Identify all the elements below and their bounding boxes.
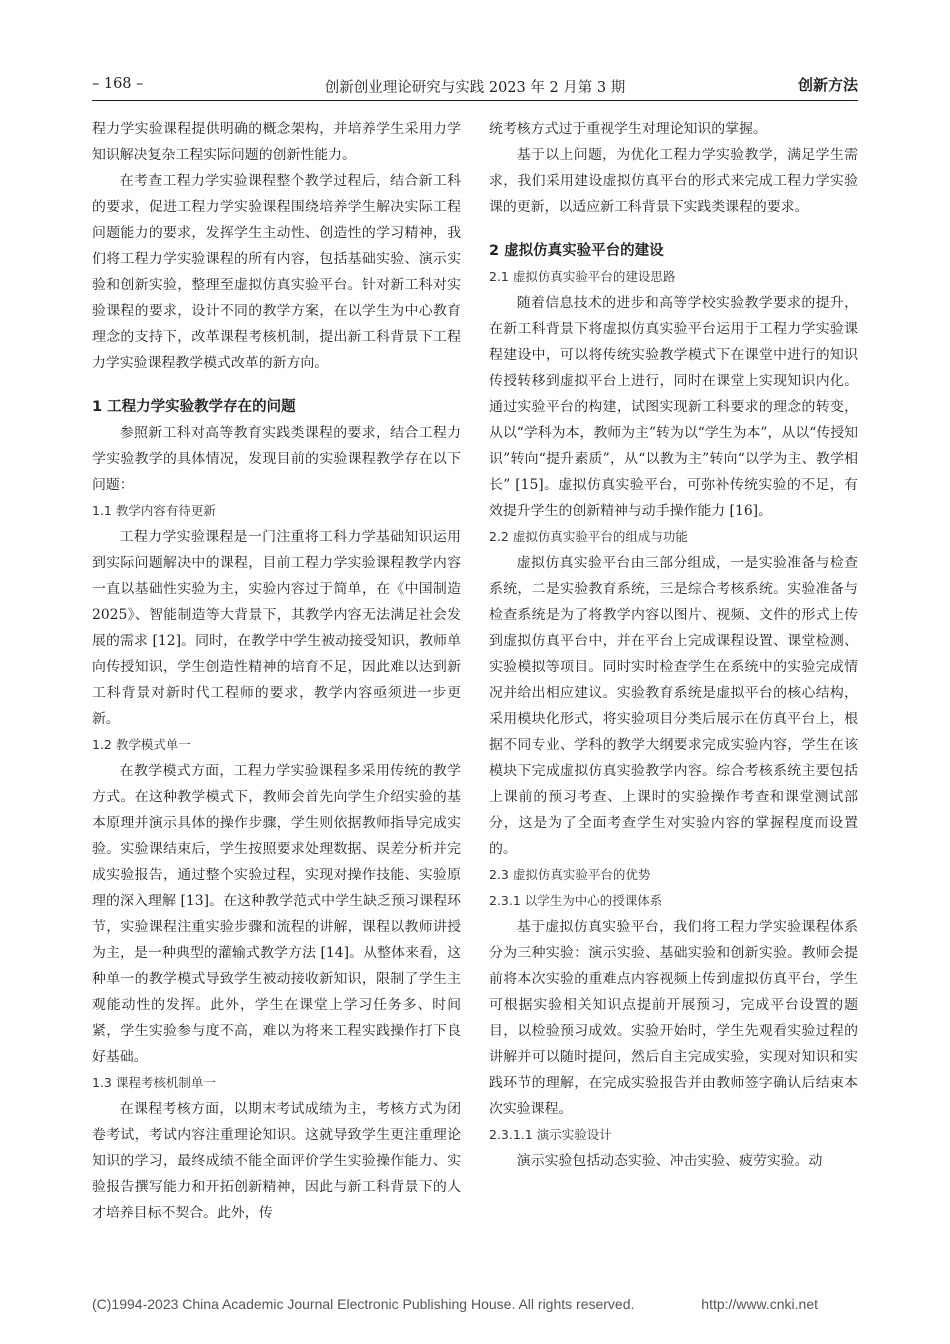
paragraph: 工程力学实验课程是一门注重将工科力学基础知识运用到实际问题解决中的课程，目前工程力学实验课程教学内容一直以基础性实验为主，实验内容过于简单，在《中国制造 2025》、智能制造等大背景下，其教学内容无法满足社会发展的需求 [12]。同时，在教学中学生被动接受知识，教师单向传授知识，学生创造性精神的培育不足，因此难以达到新工科背景对新时代工程师的要求，教学内容亟须进一步更新。	[92, 529, 461, 727]
footer-link[interactable]: http://www.cnki.net	[701, 1296, 818, 1312]
page-header	[92, 72, 858, 98]
paragraph: 基于虚拟仿真实验平台，我们将工程力学实验课程体系分为三种实验：演示实验、基础实验和创新实验。教师会提前将本次实验的重难点内容视频上传到虚拟仿真平台，学生可根据实验相关知识点提前开展预习，完成平台设置的题目，以检验预习成效。实验开始时，学生先观看实验过程的讲解并可以随时提问，然后自主完成实验，实现对知识和实践环节的理解，在完成实验报告并由教师签字确认后结束本次实验课程。	[489, 919, 858, 1117]
subsection-heading: 2.1 虚拟仿真实验平台的建设思路	[489, 269, 676, 284]
paragraph: 基于以上问题，为优化工程力学实验教学，满足学生需求，我们采用建设虚拟仿真平台的形式来完成工程力学实验课的更新，以适应新工科背景下实践类课程的要求。	[489, 147, 858, 215]
subsection-heading: 2.3 虚拟仿真实验平台的优势	[489, 867, 651, 882]
section-heading: 1 工程力学实验教学存在的问题	[92, 399, 296, 415]
subsubsection-heading: 2.3.1 以学生为中心的授课体系	[489, 893, 663, 908]
header-rule	[92, 100, 858, 101]
section-heading: 2 虚拟仿真实验平台的建设	[489, 243, 664, 259]
paragraph: 参照新工科对高等教育实践类课程的要求，结合工程力学实验教学的具体情况，发现目前的实验课程教学存在以下问题：	[92, 425, 461, 493]
subsubsection-heading: 2.3.1.1 演示实验设计	[489, 1127, 612, 1142]
paragraph: 在考查工程力学实验课程整个教学过程后，结合新工科的要求，促进工程力学实验课程围绕培养学生解决实际工程问题能力的要求，发挥学生主动性、创造性的学习精神，我们将工程力学实验课程的所有内容，包括基础实验、演示实验和创新实验，整理至虚拟仿真实验平台。针对新工科对实验课程的要求，设计不同的教学方案，在以学生为中心教育理念的支持下，改革课程考核机制，提出新工科背景下工程力学实验课程教学模式改革的新方向。	[92, 173, 461, 371]
right-column	[489, 116, 858, 1174]
paragraph: 在课程考核方面，以期末考试成绩为主，考核方式为闭卷考试，考试内容注重理论知识。这就导致学生更注重理论知识的学习，最终成绩不能全面评价学生实验操作能力、实验报告撰写能力和开拓创新精神，因此与新工科背景下的人才培养目标不契合。此外，传	[92, 1101, 461, 1221]
journal-title: 创新创业理论研究与实践 2023 年 2 月第 3 期	[324, 80, 626, 96]
section-label: 创新方法	[797, 76, 858, 94]
subsection-heading: 1.2 教学模式单一	[92, 737, 191, 752]
subsection-heading: 1.3 课程考核机制单一	[92, 1075, 216, 1090]
page-number: – 168 –	[92, 76, 144, 92]
left-column	[92, 116, 461, 1226]
copyright-notice: (C)1994-2023 China Academic Journal Electronic Publishing House. All rights reserved.	[92, 1296, 635, 1312]
paragraph: 虚拟仿真实验平台由三部分组成，一是实验准备与检查系统，二是实验教育系统，三是综合考核系统。实验准备与检查系统是为了将教学内容以图片、视频、文件的形式上传到虚拟仿真平台中，并在平台上完成课程设置、课堂检测、实验模拟等项目。同时实时检查学生在系统中的实验完成情况并给出相应建议。实验教育系统是虚拟平台的核心结构，采用模块化形式，将实验项目分类后展示在仿真平台上，根据不同专业、学科的教学大纲要求完成实验内容，学生在该模块下完成虚拟仿真实验教学内容。综合考核系统主要包括上课前的预习考查、上课时的实验操作考查和课堂测试部分，这是为了全面考查学生对实验内容的掌握程度而设置的。	[489, 555, 858, 857]
paragraph: 演示实验包括动态实验、冲击实验、疲劳实验。动	[516, 1153, 823, 1169]
subsection-heading: 2.2 虚拟仿真实验平台的组成与功能	[489, 529, 688, 544]
paragraph: 程力学实验课程提供明确的概念架构，并培养学生采用力学知识解决复杂工程实际问题的创新性能力。	[92, 121, 461, 163]
paragraph: 统考核方式过于重视学生对理论知识的掌握。	[489, 121, 767, 137]
paragraph: 随着信息技术的进步和高等学校实验教学要求的提升，在新工科背景下将虚拟仿真实验平台运用于工程力学实验课程建设中，可以将传统实验教学模式下在课堂中进行的知识传授转移到虚拟平台上进行，同时在课堂上实现知识内化。通过实验平台的构建，试图实现新工科要求的理念的转变，从以“学科为本，教师为主”转为以“学生为本”，从以“传授知识”转向“提升素质”，从“以教为主”转向“以学为主、教学相长” [15]。虚拟仿真实验平台，可弥补传统实验的不足，有效提升学生的创新精神与动手操作能力 [16]。	[489, 295, 858, 519]
paragraph: 在教学模式方面，工程力学实验课程多采用传统的教学方式。在这种教学模式下，教师会首先向学生介绍实验的基本原理并演示具体的操作步骤，学生则依据教师指导完成实验。实验课结束后，学生按照要求处理数据、误差分析并完成实验报告，通过整个实验过程，实现对操作技能、实验原理的深入理解 [13]。在这种教学范式中学生缺乏预习课程环节，实验课程注重实验步骤和流程的讲解，课程以教师讲授为主，是一种典型的灌输式教学方法 [14]。从整体来看，这种单一的教学模式导致学生被动接收新知识，限制了学生主观能动性的发挥。此外，学生在课堂上学习任务多、时间紧，学生实验参与度不高，难以为将来工程实践操作打下良好基础。	[92, 763, 461, 1065]
subsection-heading: 1.1 教学内容有待更新	[92, 503, 216, 518]
